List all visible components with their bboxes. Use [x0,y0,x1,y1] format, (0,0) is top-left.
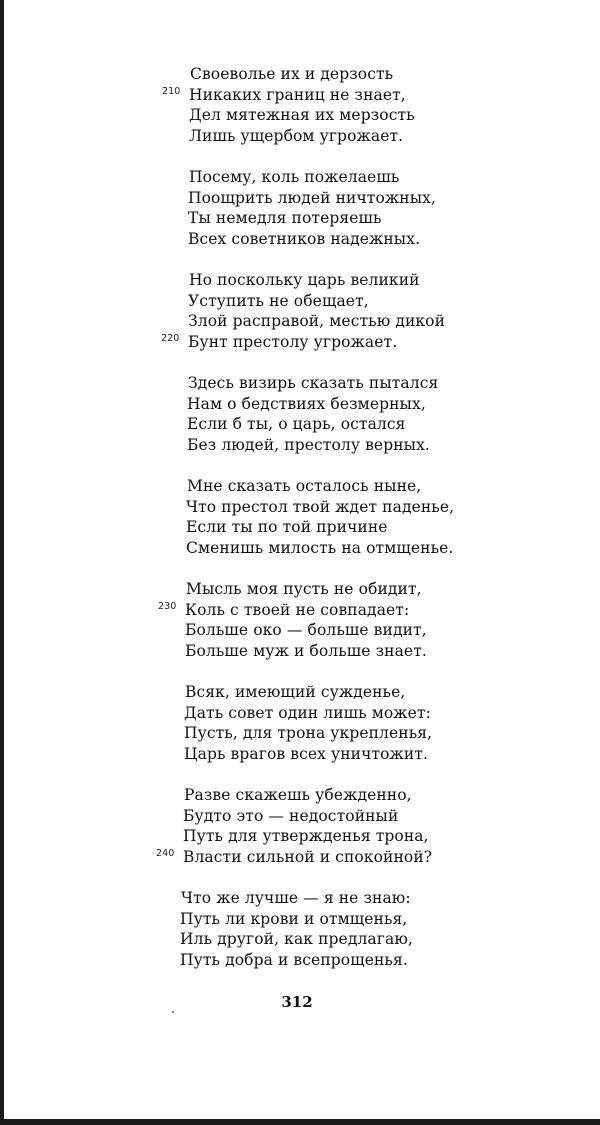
verse-line [0,105,600,126]
verse-line [0,311,600,332]
verse-line [0,806,600,827]
scan-bottom-edge [0,1119,600,1125]
verse-line [0,229,600,250]
verse-line-text: Сменишь милость на отмщенье. [186,538,454,557]
scan-speck [172,1011,174,1013]
verse-line-text: Своеволье их и дерзость [190,65,394,83]
verse-line-text: Бунт престолу угрожает. [188,332,398,351]
verse-line-text: Если ты по той причине [186,518,388,536]
verse-line [0,620,600,641]
page-number-text: 312 [281,993,313,1011]
verse-line-text: Коль с твоей не совпадает: [185,600,410,619]
verse-line [0,703,600,724]
verse-line [0,744,600,765]
verse-line [0,950,600,971]
verse-line-text: Посему, коль пожелаешь [189,168,400,186]
line-number: 220 [161,332,180,344]
line-number: 210 [162,85,181,97]
verse-line-text: Всяк, имеющий сужденье, [185,683,406,701]
verse-line [0,785,600,806]
verse-line-text: Пусть, для трона укрепленья, [184,724,433,742]
stanza [0,373,600,455]
stanza [0,64,600,146]
verse-line [0,909,600,930]
verse-line-text: Больше муж и больше знает. [185,641,427,660]
stanza [0,888,600,970]
verse-line-text: Всех советников надежных. [188,229,421,248]
verse-line [0,682,600,703]
verse-line [0,517,600,538]
page-number [0,993,600,1011]
line-number: 240 [156,847,175,859]
verse-line-text: Дел мятежная их мерзость [189,106,415,124]
verse-line [0,826,600,847]
verse-line [0,394,600,415]
stanza [0,270,600,352]
verse-line-text: Мысль моя пусть не обидит, [186,580,422,598]
verse-line-text: Власти сильной и спокойной? [183,847,433,866]
verse-line-text: Путь для утвержденья трона, [183,827,429,845]
verse-line-text: Никаких границ не знает, [189,85,406,104]
verse-line [0,929,600,950]
poem-body [0,64,600,991]
verse-line-text: Без людей, престолу верных. [187,435,430,454]
verse-line [0,188,600,209]
verse-line-text: Разве скажешь убежденно, [184,786,412,804]
verse-line [0,600,600,621]
stanza [0,579,600,661]
verse-line-text: Если б ты, о царь, остался [187,415,406,433]
verse-line-text: Будто это — недостойный [183,806,399,825]
verse-line [0,270,600,291]
verse-line [0,497,600,518]
stanza [0,476,600,558]
verse-line [0,126,600,147]
verse-line-text: Злой расправой, местью дикой [188,312,446,330]
verse-line-text: Больше око — больше видит, [185,621,427,639]
verse-line [0,435,600,456]
verse-line [0,64,600,85]
stanza [0,785,600,867]
verse-line-text: Мне сказать осталось ныне, [187,477,422,495]
verse-line [0,641,600,662]
verse-line [0,373,600,394]
verse-line-text: Что престол твой ждет паденье, [186,497,455,516]
verse-line-text: Иль другой, как предлагаю, [180,930,413,948]
verse-line-text: Здесь визирь сказать пытался [188,374,439,392]
verse-line [0,888,600,909]
verse-line [0,332,600,353]
verse-line [0,414,600,435]
verse-line-text: Лишь ущербом угрожает. [189,126,404,145]
verse-line-text: Ты немедля потеряешь [188,209,382,227]
verse-line-text: Царь врагов всех уничтожит. [184,744,429,763]
verse-line-text: Поощрить людей ничтожных, [188,188,437,207]
verse-line [0,476,600,497]
stanza [0,167,600,249]
verse-line [0,538,600,559]
line-number: 230 [158,600,177,612]
verse-line-text: Уступить не обещает, [188,291,369,310]
verse-line-text: Путь добра и всепрощенья. [180,950,408,969]
verse-line [0,579,600,600]
verse-line [0,85,600,106]
verse-line [0,291,600,312]
verse-line-text: Но поскольку царь великий [189,271,420,289]
stanza [0,682,600,764]
verse-line [0,167,600,188]
verse-line [0,208,600,229]
verse-line-text: Что же лучше — я не знаю: [181,889,411,907]
verse-line-text: Путь ли крови и отмщенья, [180,909,408,928]
verse-line [0,723,600,744]
verse-line-text: Дать совет один лишь может: [184,703,431,722]
verse-line [0,847,600,868]
verse-line-text: Нам о бедствиях безмерных, [187,394,426,413]
